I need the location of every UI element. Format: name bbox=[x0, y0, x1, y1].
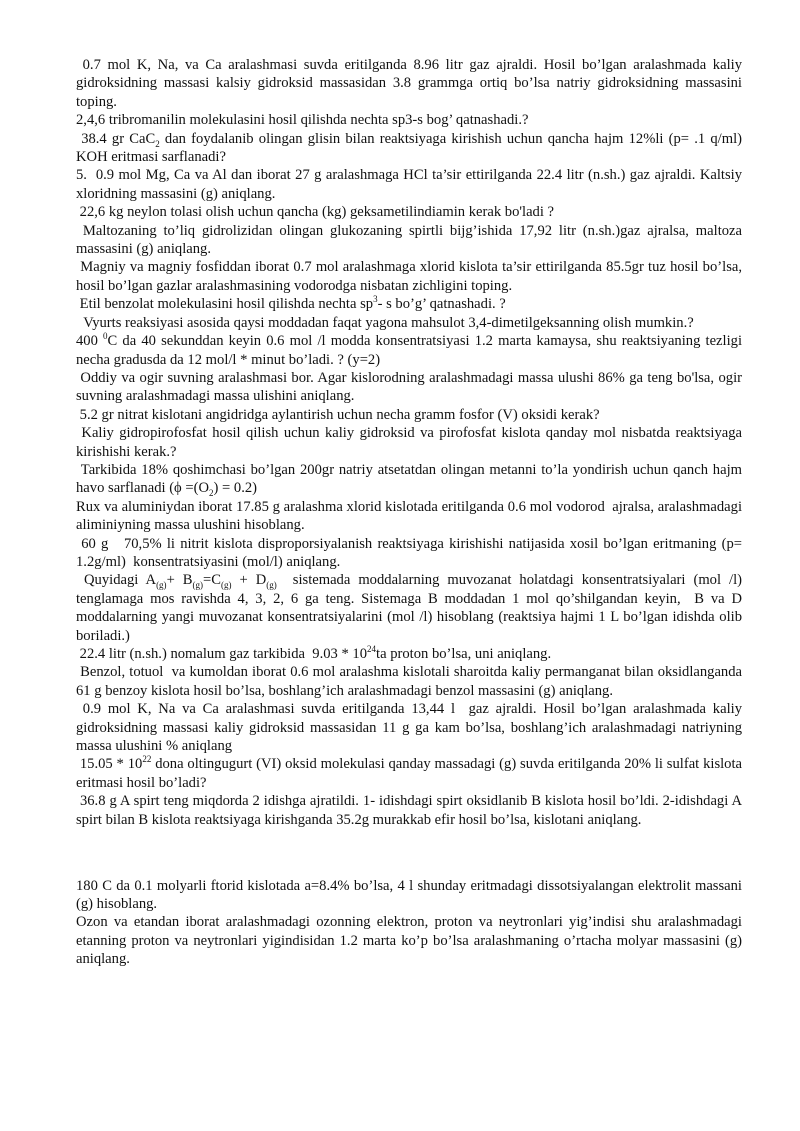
problem-p3: 38.4 gr CaC$_2$ dan foydalanib olingan glisin bilan reaktsiyaga kirishish uchun qancha hajm 12%li (p= .1 q/ml) KOH eritmasi sarflanadi? bbox=[76, 130, 742, 166]
problem-p9: Vyurts reaksiyasi asosida qaysi moddadan faqat yagona mahsulot 3,4-dimetilgeksanning olish mumkin.? bbox=[76, 314, 694, 331]
problem-p11: Oddiy va ogir suvning aralashmasi bor. Agar kislorodning aralashmadagi massa ulushi 86% ga teng bo'lsa, ogir suvning aralashmadagi massa ulishini aniqlang. bbox=[76, 369, 742, 405]
problem-p7: Magniy va magniy fosfiddan iborat 0.7 mol aralashmaga xlorid kislota ta’sir ettirilganda 85.5gr tuz hosil bo’lsa, hosil bo’lgan gazlar aralashmasining vodorodga nisbatan zichligini toping. bbox=[76, 259, 742, 294]
problem-p10: 400 $^0$C da 40 sekunddan keyin 0.6 mol /l modda konsentratsiyasi 1.2 marta kamaysa, shu reaktsiyaning tezligi necha gradusda da 12 mol/l * minut bo’ladi. ? (y=2) bbox=[76, 331, 742, 368]
problem-p16: 60 g 70,5% li nitrit kislota disproporsiyalanish reaktsiyaga kirishishi natijasida xosil bo’lgan eritmaning (p= 1.2g/ml) konsentratsiyasini (mol/l) aniqlang. bbox=[76, 535, 742, 570]
problem-p15: Rux va aluminiydan iborat 17.85 g aralashma xlorid kislotada eritilganda 0.6 mol vodorod ajralsa, aralashmadagi aliminiyning massa ulushini hisoblang. bbox=[76, 498, 742, 534]
problem-p20: 0.9 mol K, Na va Ca aralashmasi suvda eritilganda 13,44 l gaz ajraldi. Hosil bo’lgan aralashmada kaliy gidroksidning massasi kaliy gidroksid massasidan 11 g ga kam bo’lsa, boshlang’ich aralashmadagi natriyning massa ulushini % aniqlang bbox=[76, 701, 742, 755]
problem-p19: Benzol, totuol va kumoldan iborat 0.6 mol aralashma kislotali sharoitda kaliy permanganat bilan oksidlanganda 61 g benzoy kislota hosil bo’lsa, boshlang’ich aralashmadagi benzol massasini (g) aniqlang. bbox=[76, 664, 742, 699]
problem-p14: Tarkibida 18% qoshimchasi bo’lgan 200gr natriy atsetatdan olingan metanni to’la yondirish uchun qanch hajm havo sarflanadi $(\phi =(O_2) = 0.2)$ bbox=[76, 461, 742, 499]
document-page bbox=[76, 56, 742, 969]
problem-p18: 22.4 litr (n.sh.) nomalum gaz tarkibida $9.03 * 10^{24}ta$ proton bo’lsa, uni aniqlang. bbox=[76, 644, 552, 662]
problem-p5: 22,6 kg neylon tolasi olish uchun qancha (kg) geksametilindiamin kerak bo'ladi ? bbox=[76, 204, 555, 221]
problem-p6: Maltozaning to’liq gidrolizidan olingan glukozaning spirtli bijg’ishida 17,92 litr (n.sh.)gaz ajralsa, maltoza massasini (g) aniqlang. bbox=[76, 222, 742, 258]
blank-line bbox=[76, 844, 742, 862]
problem-p12: 5.2 gr nitrat kislotani angidridga aylantirish uchun necha gramm fosfor (V) oksidi kerak? bbox=[76, 406, 600, 423]
problem-p8: Etil benzolat molekulasini hosil qilishda nechta $sp^3-$ s bo’g’ qatnashadi. ? bbox=[76, 294, 506, 313]
problem-p21: $15.05 * 10^{22}$ dona oltingugurt (VI) oksid molekulasi qanday massadagi (g) suvda eritilganda 20% li sulfat kislota eritmasi hosil bo’ladi? bbox=[76, 754, 743, 791]
problem-p13: Kaliy gidropirofosfat hosil qilish uchun kaliy gidroksid va pirofosfat kislota qanday mol nisbatda reaktsiyaga kirishishi kerak.? bbox=[76, 425, 742, 460]
problem-p4: 5. 0.9 mol Mg, Ca va Al dan iborat 27 g aralashmaga HCl ta’sir ettirilganda 22.4 litr (n.sh.) gaz ajraldi. Kaltsiy xloridning massasini (g) aniqlang. bbox=[76, 167, 742, 202]
problem-p1: 0.7 mol K, Na, va Ca aralashmasi suvda eritilganda 8.96 litr gaz ajraldi. Hosil bo’lgan aralashmada kaliy gidroksidning massasi kalsiy gidroksid massasidan 3.8 grammga ortiq bo’lsa natriy gidroksidning massasini toping. bbox=[76, 57, 742, 110]
problem-p22: 36.8 g A spirt teng miqdorda 2 idishga ajratildi. 1- idishdagi spirt oksidlanib B kislota hosil bo’ldi. 2-idishdagi A spirt bilan B kislota reaktsiyaga kirishganda 35.2g murakkab efir hosil bo’lsa, kislotani aniqlang. bbox=[76, 793, 742, 828]
problem-p23: 180 C da 0.1 molyarli ftorid kislotada a=8.4% bo’lsa, 4 l shunday eritmadagi dissotsiyalangan elektrolit massani (g) hisoblang. bbox=[76, 877, 742, 913]
problem-p2: 2,4,6 tribromanilin molekulasini hosil qilishda nechta sp3-s bog’ qatnashadi.? bbox=[76, 112, 529, 129]
problem-p17: Quyidagi $A_{(g)}+ B_{(g)}=C_{(g)} + D_{(g)}$ sistemada moddalarning muvozanat holatdagi konsentratsiyalari (mol /l) tenglamaga mos ravishda 4, 3, 2, 6 ga teng. Sistemaga B moddadan 1 mol qo’shilgandan keyin, B va D moddalarning yangi muvozanat konsentratsiyalarini (mol /l) hisoblang (reaktsiya hajmi 1 L bo’lgan idishda olib boriladi.) bbox=[76, 572, 743, 644]
problem-p24: Ozon va etandan iborat aralashmadagi ozonning elektron, proton va neytronlari yig’indisi shu aralashmadagi etanning proton va neytronlari yigindisidan 1.2 marta ko’p bo’lsa aralashmaning o’rtacha molyar massasini (g) aniqlang. bbox=[76, 914, 742, 968]
